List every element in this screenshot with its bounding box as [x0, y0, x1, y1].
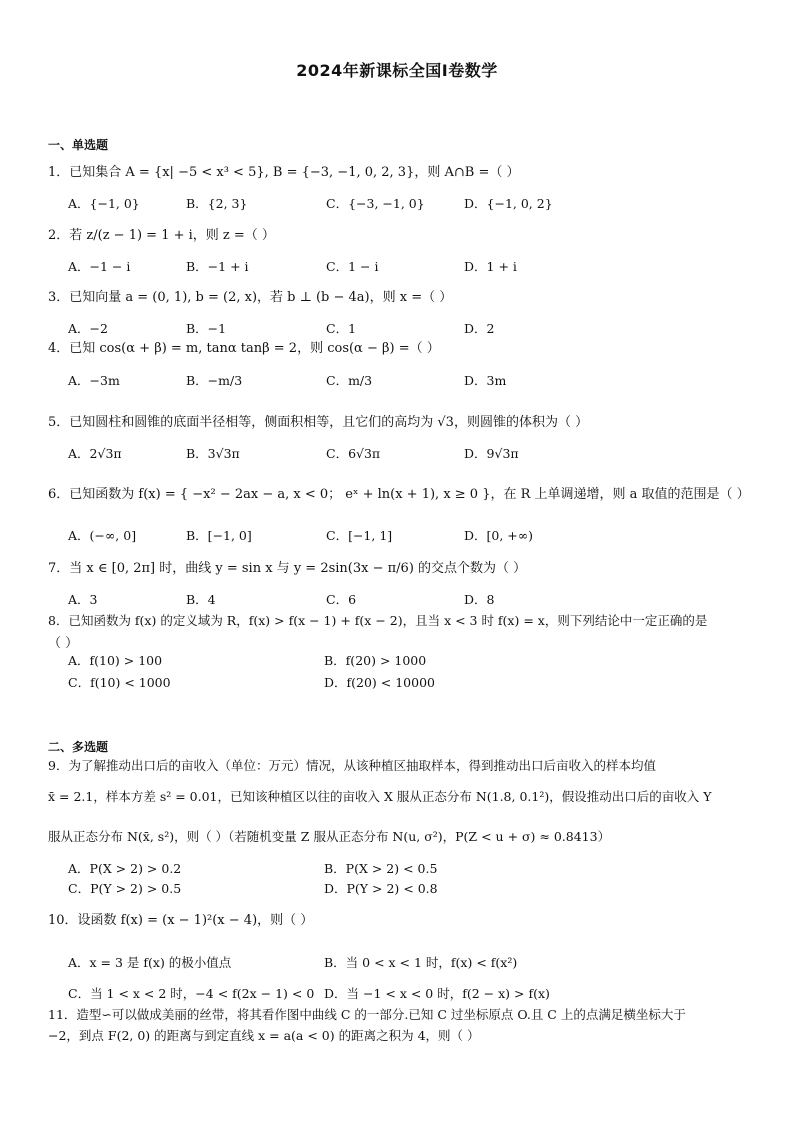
option-d: D．1 + i: [464, 259, 517, 274]
option-c: C．P(Y > 2) > 0.5: [68, 881, 182, 896]
option-a: A．3: [68, 592, 98, 607]
option-c: C．{−3, −1, 0}: [326, 196, 425, 211]
option-b: B．P(X > 2) < 0.5: [324, 861, 438, 876]
option-d: D．当 −1 < x < 0 时，f(2 − x) > f(x): [324, 986, 550, 1001]
option-a: A．f(10) > 100: [68, 653, 163, 668]
option-a: A．−2: [68, 321, 108, 336]
option-a: A．{−1, 0}: [68, 196, 140, 211]
option-a: A．−3m: [68, 373, 120, 388]
option-d: D．8: [464, 592, 495, 607]
option-c: C．1 − i: [326, 259, 379, 274]
question-1-stem: 1．已知集合 A = {x| −5 < x³ < 5}, B = {−3, −1, 0, 2, 3}，则 A∩B =（ ）: [48, 165, 520, 180]
question-4-stem: 4．已知 cos(α + β) = m, tanα tanβ = 2，则 cos(α − β) =（ ）: [48, 341, 440, 356]
option-d: D．[0, +∞): [464, 528, 534, 543]
option-d: D．9√3π: [464, 446, 519, 461]
question-6-stem: 6．已知函数为 f(x) = { −x² − 2ax − a, x < 0； eˣ + ln(x + 1), x ≥ 0 }，在 R 上单调递增，则 a 取值的范围是（ ）: [48, 487, 750, 502]
option-a: A．2√3π: [68, 446, 122, 461]
option-c: C．6: [326, 592, 357, 607]
question-2-stem: 2．若 z/(z − 1) = 1 + i，则 z =（ ）: [48, 228, 275, 243]
option-c: C．f(10) < 1000: [68, 675, 171, 690]
question-8-answer-bracket: （ ）: [48, 636, 79, 651]
option-a: A．(−∞, 0]: [68, 528, 137, 543]
option-d: D．3m: [464, 373, 507, 388]
option-b: B．4: [186, 592, 216, 607]
option-d: D．{−1, 0, 2}: [464, 196, 553, 211]
question-10-stem: 10．设函数 f(x) = (x − 1)²(x − 4)，则（ ）: [48, 913, 314, 928]
option-a: A．−1 − i: [68, 259, 131, 274]
question-5-stem: 5．已知圆柱和圆锥的底面半径相等，侧面积相等，且它们的高均为 √3，则圆锥的体积为（ ）: [48, 415, 589, 430]
option-d: D．P(Y > 2) < 0.8: [324, 881, 438, 896]
option-b: B．−m/3: [186, 373, 243, 388]
question-7-stem: 7．当 x ∈ [0, 2π] 时，曲线 y = sin x 与 y = 2sin(3x − π/6) 的交点个数为（ ）: [48, 561, 527, 576]
question-9-line-1: 9．为了解推动出口后的亩收入（单位：万元）情况，从该种植区抽取样本，得到推动出口后亩收入的样本均值: [48, 758, 656, 773]
option-b: B．−1: [186, 321, 227, 336]
option-c: C．当 1 < x < 2 时，−4 < f(2x − 1) < 0: [68, 986, 315, 1001]
option-b: B．{2, 3}: [186, 196, 248, 211]
option-c: C．[−1, 1]: [326, 528, 393, 543]
section-heading-single-choice: 一、单选题: [48, 138, 109, 152]
option-c: C．1: [326, 321, 357, 336]
option-b: B．−1 + i: [186, 259, 249, 274]
option-d: D．f(20) < 10000: [324, 675, 435, 690]
option-b: B．3√3π: [186, 446, 240, 461]
question-9-line-3: 服从正态分布 N(x̄, s²)，则（ ）（若随机变量 Z 服从正态分布 N(u, σ²)，P(Z < u + σ) ≈ 0.8413）: [48, 829, 611, 844]
question-11-line-2: −2，到点 F(2, 0) 的距离与到定直线 x = a(a < 0) 的距离之积为 4，则（ ）: [48, 1028, 480, 1043]
option-c: C．m/3: [326, 373, 373, 388]
option-b: B．f(20) > 1000: [324, 653, 427, 668]
option-b: B．[−1, 0]: [186, 528, 252, 543]
section-heading-multiple-choice: 二、多选题: [48, 740, 109, 754]
option-a: A．x = 3 是 f(x) 的极小值点: [68, 955, 232, 970]
question-11-line-1: 11．造型∽可以做成美丽的丝带，将其看作图中曲线 C 的一部分.已知 C 过坐标原点 O.且 C 上的点满足横坐标大于: [48, 1007, 686, 1022]
question-8-stem: 8．已知函数为 f(x) 的定义域为 R，f(x) > f(x − 1) + f(x − 2)，且当 x < 3 时 f(x) = x，则下列结论中一定正确的是: [48, 613, 708, 628]
option-d: D．2: [464, 321, 495, 336]
question-9-line-2: x̄ = 2.1，样本方差 s² = 0.01，已知该种植区以往的亩收入 X 服从正态分布 N(1.8, 0.1²)，假设推动出口后的亩收入 Y: [48, 789, 712, 804]
option-b: B．当 0 < x < 1 时，f(x) < f(x²): [324, 955, 518, 970]
option-c: C．6√3π: [326, 446, 381, 461]
question-3-stem: 3．已知向量 a = (0, 1), b = (2, x)，若 b ⊥ (b − 4a)，则 x =（ ）: [48, 290, 453, 305]
document-title: 2024年新课标全国Ⅰ卷数学: [296, 61, 498, 80]
option-a: A．P(X > 2) > 0.2: [68, 861, 182, 876]
